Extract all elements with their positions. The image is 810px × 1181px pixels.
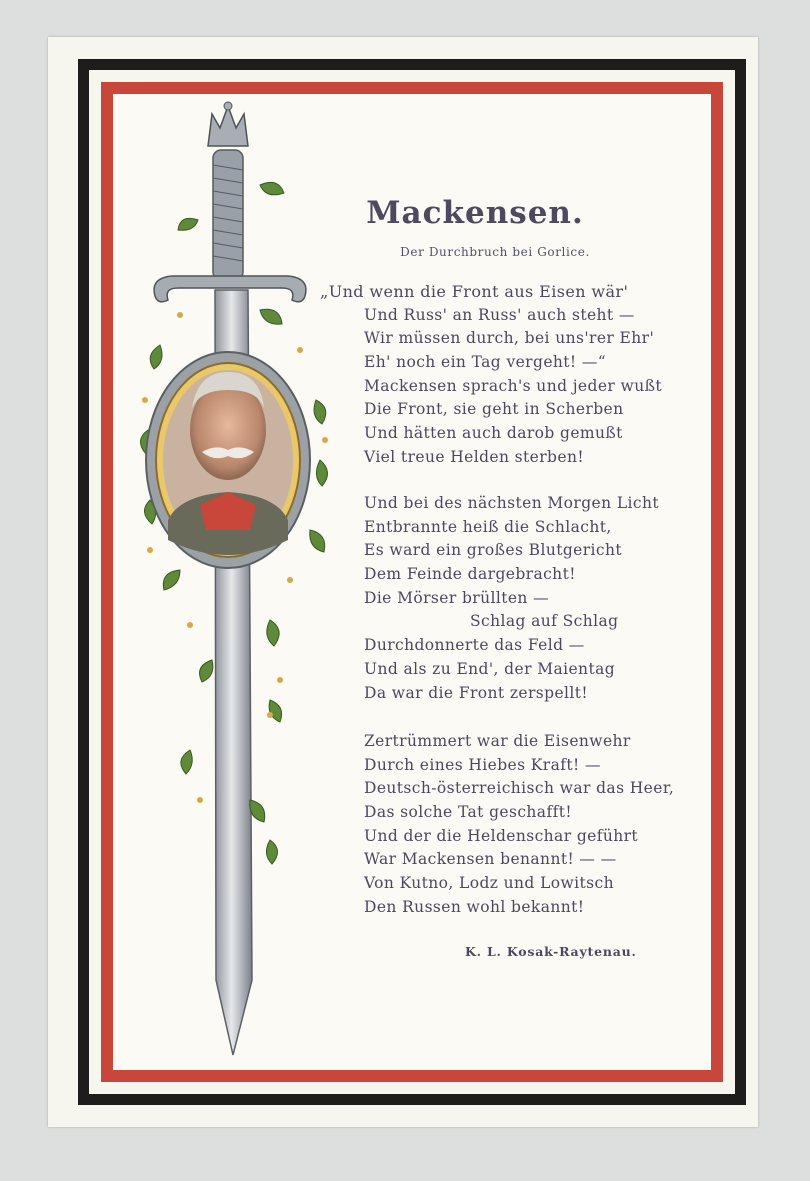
poem-line: Und als zu End', der Maientag xyxy=(364,659,616,678)
portrait-medallion xyxy=(146,352,310,568)
poem-line: Mackensen sprach's und jeder wußt xyxy=(364,376,662,395)
poem-line: Und hätten auch darob gemußt xyxy=(364,424,623,443)
poem-line: Es ward ein großes Blutgericht xyxy=(364,541,622,560)
poem-line: Dem Feinde dargebracht! xyxy=(364,565,576,584)
poem-line: Deutsch-österreichisch war das Heer, xyxy=(364,779,675,798)
poem-line: Von Kutno, Lodz und Lowitsch xyxy=(364,874,614,893)
crown-icon xyxy=(208,102,248,146)
poem-line: Das solche Tat geschafft! xyxy=(364,803,572,822)
poem-line: Und bei des nächsten Morgen Licht xyxy=(364,494,659,512)
poem-line: Durchdonnerte das Feld — xyxy=(364,636,585,655)
poem-author: K. L. Kosak-Raytenau. xyxy=(465,944,637,959)
poem-line: „Und wenn die Front aus Eisen wär' xyxy=(320,282,629,301)
poem-line: War Mackensen benannt! — — xyxy=(364,850,617,869)
poem-line: Da war die Front zerspellt! xyxy=(364,683,589,702)
stanza-2 xyxy=(320,492,700,705)
poem-line: Die Front, sie geht in Scherben xyxy=(364,400,624,419)
poem-line: Die Mörser brüllten — xyxy=(364,588,549,607)
poem-line: Viel treue Helden sterben! xyxy=(364,447,584,466)
stanza-1 xyxy=(320,280,700,470)
poem-line: Zertrümmert war die Eisenwehr xyxy=(364,732,631,750)
poem-subtitle: Der Durchbruch bei Gorlice. xyxy=(400,245,590,259)
stanza-3 xyxy=(320,730,700,920)
poem-line: Und Russ' an Russ' auch steht — xyxy=(364,305,635,324)
poem-title: Mackensen. xyxy=(366,195,584,231)
poem-line: Eh' noch ein Tag vergeht! —“ xyxy=(364,353,607,372)
poem-line: Schlag auf Schlag xyxy=(470,612,619,631)
poem-line: Entbrannte heiß die Schlacht, xyxy=(364,517,612,536)
poem-line: Und der die Heldenschar geführt xyxy=(364,826,639,845)
poem-line: Den Russen wohl bekannt! xyxy=(364,897,585,916)
poem-line: Durch eines Hiebes Kraft! — xyxy=(364,755,601,774)
poem-line: Wir müssen durch, bei uns'rer Ehr' xyxy=(364,329,655,348)
